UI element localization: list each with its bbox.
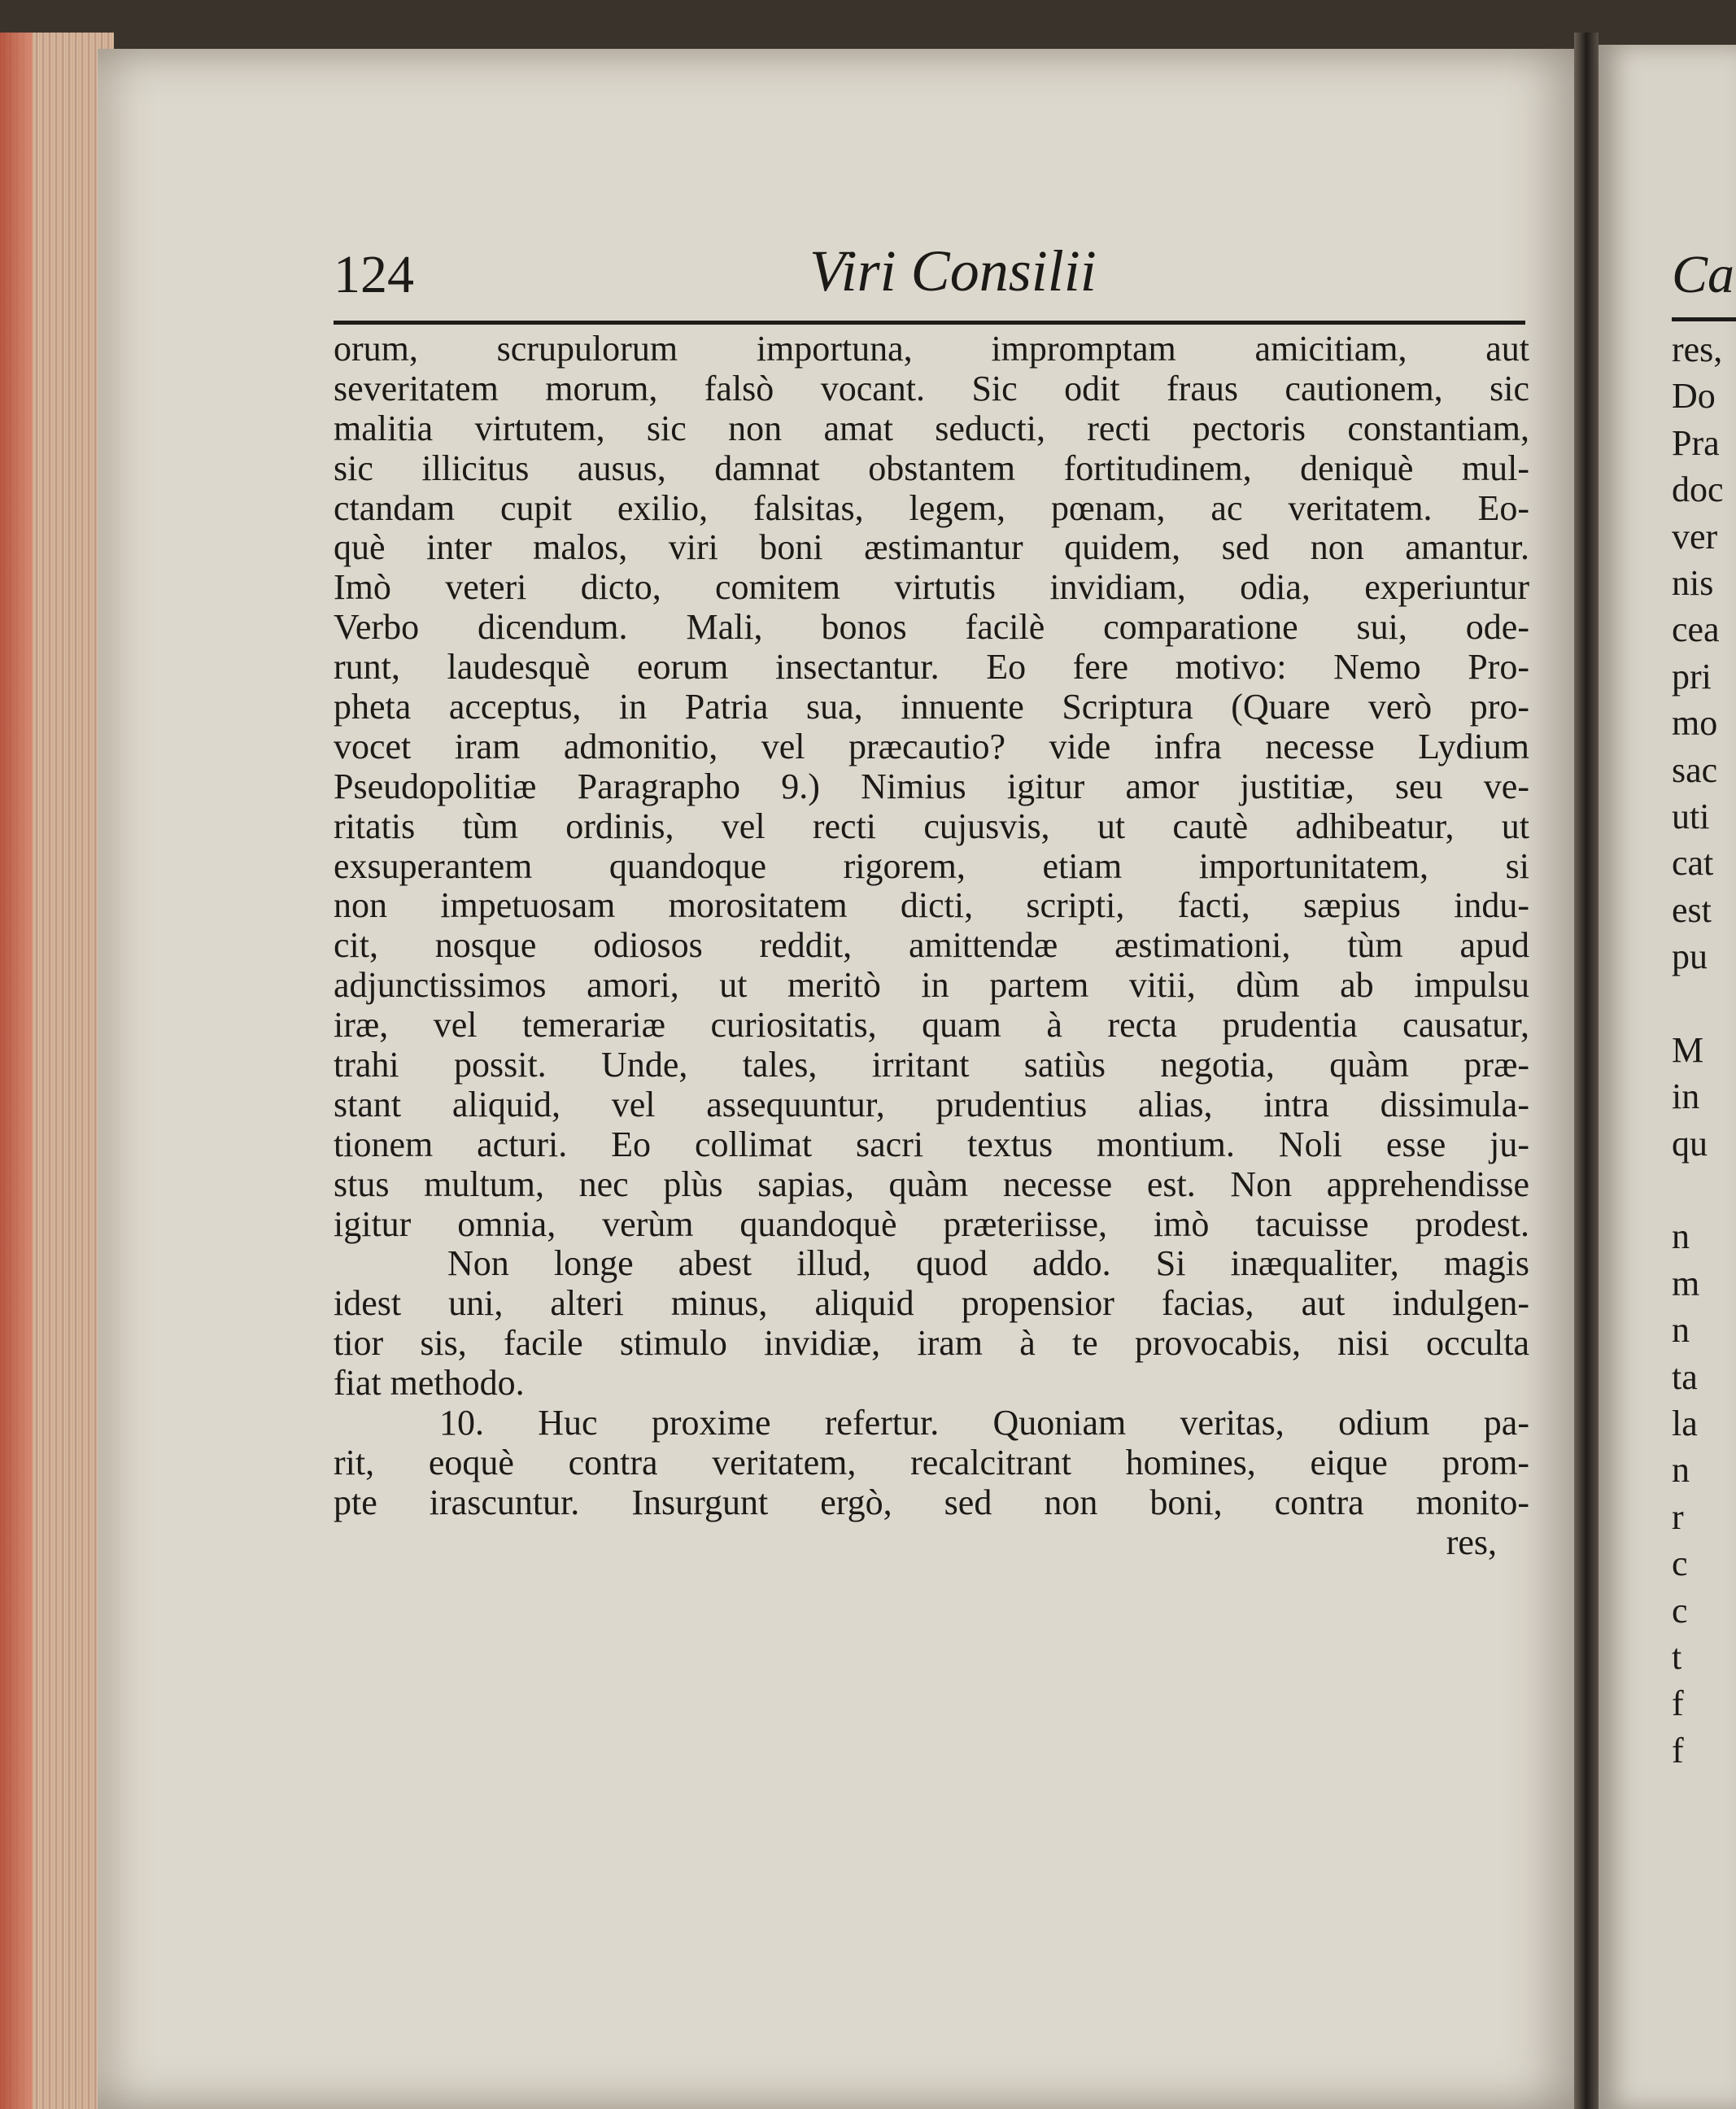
right-page-line: n	[1672, 1310, 1690, 1351]
right-page-line: Do	[1672, 376, 1716, 417]
text-line: tionem acturi. Eo collimat sacri textus montium. Noli esse ju-	[334, 1124, 1529, 1164]
right-page-line: m	[1672, 1263, 1700, 1303]
text-line: idest uni, alteri minus, aliquid propensior facias, aut indulgen-	[334, 1284, 1529, 1324]
right-page-line: qu	[1672, 1123, 1708, 1164]
right-page-line: cea	[1672, 609, 1720, 650]
text-line: malitia virtutem, sic non amat seducti, recti pectoris constantiam,	[334, 408, 1529, 448]
text-line: 10. Huc proxime refertur. Quoniam veritas, odium pa-	[439, 1404, 1529, 1443]
text-line: què inter malos, viri boni æstimantur quidem, sed non amantur.	[334, 528, 1529, 568]
right-page-line: in	[1672, 1076, 1700, 1117]
right-page-line: doc	[1672, 469, 1724, 510]
text-line: Imò veteri dicto, comitem virtutis invidiam, odia, experiuntur	[334, 568, 1529, 608]
right-page-line: la	[1672, 1403, 1698, 1443]
right-page-line: pri	[1672, 656, 1712, 696]
right-page-line: nis	[1672, 562, 1714, 603]
text-line: fiat methodo.	[334, 1364, 525, 1404]
text-line: sic illicitus ausus, damnat obstantem fortitudinem, deniquè mul-	[334, 448, 1529, 488]
right-page-line: mo	[1672, 703, 1718, 744]
text-line: non impetuosam morositatem dicti, scripti, facti, sæpius indu-	[334, 886, 1529, 926]
right-page-line: r	[1672, 1496, 1684, 1537]
right-page-line: t	[1672, 1636, 1682, 1677]
right-page-line: M	[1672, 1029, 1704, 1070]
right-page-title: Ca	[1672, 245, 1735, 304]
page-header	[334, 238, 1529, 317]
header-rule	[334, 321, 1525, 325]
right-page-line: sac	[1672, 749, 1718, 790]
text-line: stus multum, nec plùs sapias, quàm necesse est. Non apprehendisse	[334, 1164, 1529, 1204]
right-page-line: c	[1672, 1590, 1688, 1631]
right-page-line: f	[1672, 1683, 1684, 1724]
text-line: runt, laudesquè eorum insectantur. Eo fere motivo: Nemo Pro-	[334, 648, 1529, 688]
text-line: vocet iram admonitio, vel præcautio? vide infra necesse Lydium	[334, 727, 1529, 766]
right-page-line: ta	[1672, 1356, 1698, 1397]
right-page-line: cat	[1672, 843, 1714, 884]
text-line: pheta acceptus, in Patria sua, innuente Scriptura (Quare verò pro-	[334, 688, 1529, 727]
right-page-text	[1672, 244, 1736, 1774]
right-page-line: n	[1672, 1216, 1690, 1257]
book-gutter	[1574, 33, 1599, 2109]
text-line: cit, nosque odiosos reddit, amittendæ æstimationi, tùm apud	[334, 926, 1529, 966]
right-page-line: ver	[1672, 516, 1718, 557]
right-page-rule	[1672, 317, 1736, 321]
text-line: adjunctissimos amori, ut meritò in partem vitii, dùm ab impulsu	[334, 966, 1529, 1006]
catchword: res,	[1446, 1522, 1497, 1562]
text-line: Non longe abest illud, quod addo. Si inæqualiter, magis	[447, 1244, 1529, 1284]
text-line: rit, eoquè contra veritatem, recalcitrant homines, eique prom-	[334, 1443, 1529, 1482]
right-page-line: uti	[1672, 796, 1710, 836]
red-edge-stain	[0, 33, 33, 2109]
body-text	[334, 330, 1529, 1563]
running-title: Viri Consilii	[809, 238, 1097, 303]
text-line: ritatis tùm ordinis, vel recti cujusvis, ut cautè adhibeatur, ut	[334, 806, 1529, 846]
text-line: iræ, vel temerariæ curiositatis, quam à recta prudentia causatur,	[334, 1006, 1529, 1046]
right-page-line: n	[1672, 1450, 1690, 1491]
right-page-line: pu	[1672, 937, 1708, 977]
text-line: Verbo dicendum. Mali, bonos facilè comparatione sui, ode-	[334, 608, 1529, 648]
text-line: tior sis, facile stimulo invidiæ, iram à te provocabis, nisi occulta	[334, 1324, 1529, 1364]
right-page-line: est	[1672, 889, 1712, 930]
right-page-line	[1672, 980, 1736, 1026]
page-number: 124	[334, 245, 414, 304]
text-line: orum, scrupulorum importuna, impromptam amicitiam, aut	[334, 330, 1529, 369]
right-page-line: c	[1672, 1544, 1688, 1584]
text-line: ctandam cupit exilio, falsitas, legem, pœnam, ac veritatem. Eo-	[334, 488, 1529, 528]
text-line: severitatem morum, falsò vocant. Sic odit fraus cautionem, sic	[334, 369, 1529, 408]
right-page-line: Pra	[1672, 422, 1720, 463]
text-line: Pseudopolitiæ Paragrapho 9.) Nimius igitur amor justitiæ, seu ve-	[334, 766, 1529, 806]
text-line: trahi possit. Unde, tales, irritant satiùs negotia, quàm præ-	[334, 1046, 1529, 1085]
right-page-line: res,	[1672, 330, 1723, 369]
text-line: pte irascuntur. Insurgunt ergò, sed non boni, contra monito-	[334, 1482, 1529, 1522]
text-line: exsuperantem quandoque rigorem, etiam importunitatem, si	[334, 846, 1529, 886]
right-page-line	[1672, 1167, 1736, 1213]
right-page-line: f	[1672, 1730, 1684, 1771]
text-line: stant aliquid, vel assequuntur, prudentius alias, intra dissimula-	[334, 1085, 1529, 1124]
text-line: igitur omnia, verùm quandoquè præteriisse, imò tacuisse prodest.	[334, 1204, 1529, 1244]
